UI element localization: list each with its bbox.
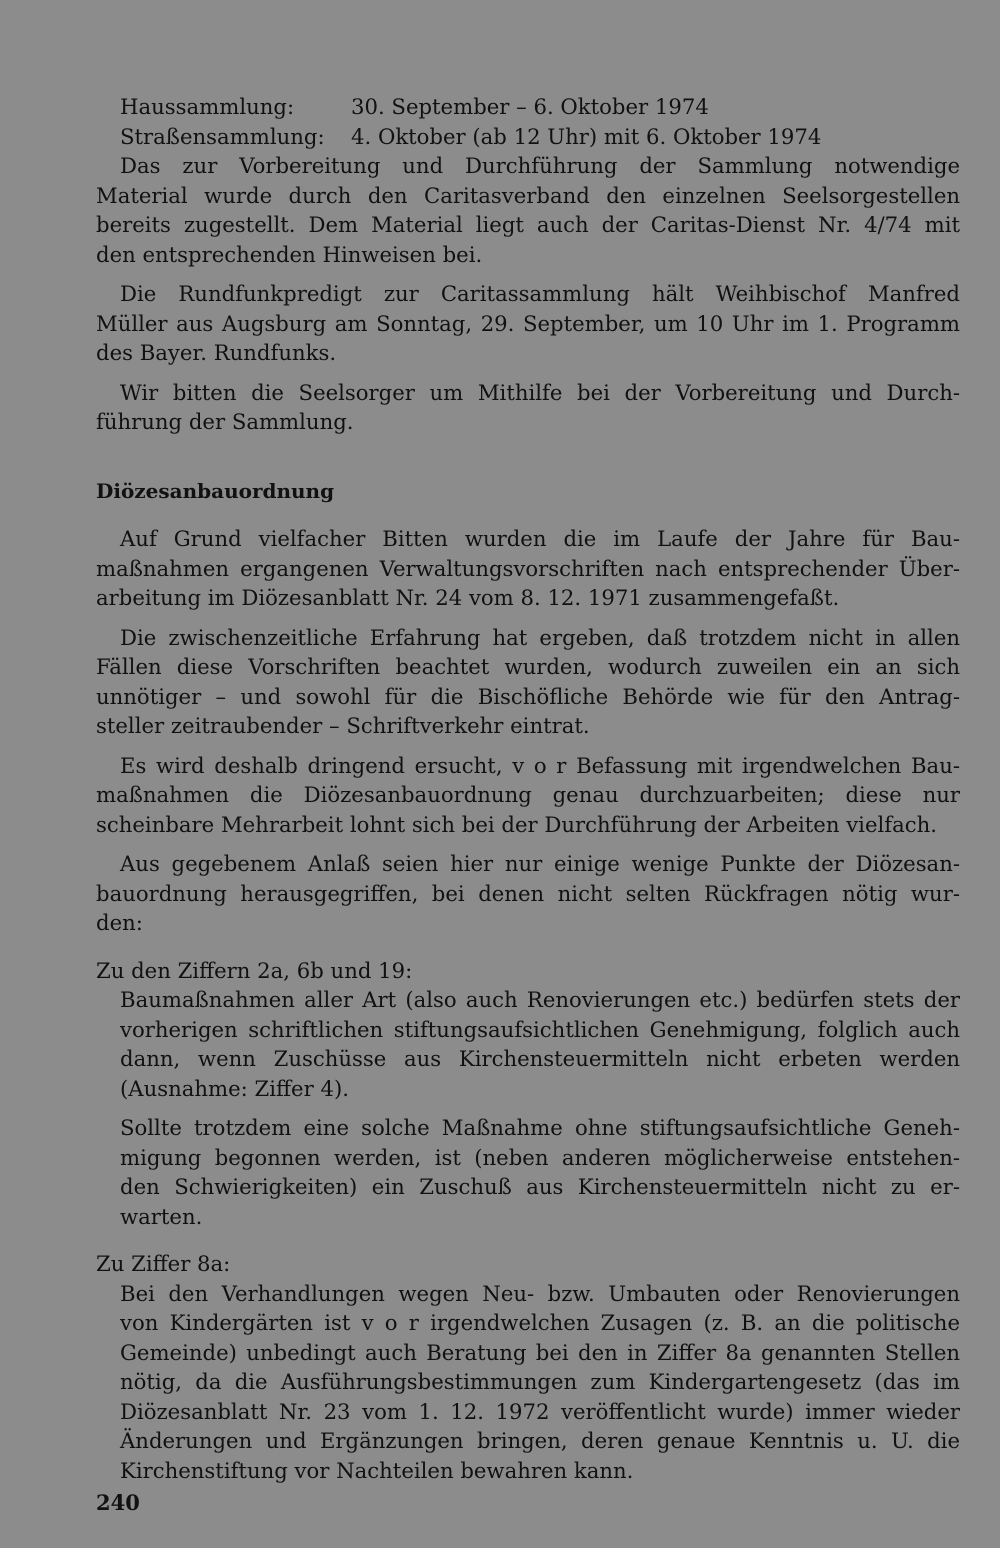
text-line: Müller aus Augsburg am Sonntag, 29. September, um 10 Uhr im 1. Programm	[96, 310, 960, 336]
text-line: vorherigen schriftlichen stiftungsaufsichtlichen Genehmigung, folglich auch	[120, 1016, 960, 1042]
text-line: Auf Grund vielfacher Bitten wurden die im Laufe der Jahre für Bau-	[120, 526, 960, 551]
text-line: Kirchenstiftung vor Nachteilen bewahren kann.	[120, 1457, 634, 1483]
paragraph	[96, 623, 960, 741]
text-line: Das zur Vorbereitung und Durchführung der Sammlung notwendige	[120, 153, 960, 178]
text-line: migung begonnen werden, ist (neben anderen möglicherweise entstehen-	[120, 1144, 960, 1170]
text-line: des Bayer. Rundfunks.	[96, 340, 337, 365]
text-line: den:	[96, 910, 143, 935]
text-line: von Kindergärten ist v o r irgendwelchen Zusagen (z. B. an die politische	[120, 1310, 960, 1335]
text-line: bauordnung herausgegriffen, bei denen nicht selten Rückfragen nötig wur-	[96, 880, 960, 906]
collection-label: Haussammlung:	[120, 94, 295, 119]
text-line: Diözesanblatt Nr. 23 vom 1. 12. 1972 veröffentlicht wurde) immer wieder	[120, 1398, 960, 1424]
text-line: Gemeinde) unbedingt auch Beratung bei den in Ziffer 8a genannten Stellen	[120, 1339, 960, 1365]
text-line: Sollte trotzdem eine solche Maßnahme ohne stiftungsaufsichtliche Geneh-	[120, 1115, 960, 1140]
text-line: den entsprechenden Hinweisen bei.	[96, 241, 483, 267]
text-line: Es wird deshalb dringend ersucht, v o r Befassung mit irgendwelchen Bau-	[120, 752, 960, 778]
text-line: maßnahmen ergangenen Verwaltungsvorschriften nach entsprechender Über-	[96, 555, 960, 581]
text-line: bereits zugestellt. Dem Material liegt auch der Caritas-Dienst Nr. 4/74 mit	[96, 212, 960, 237]
collection-value: 30. September – 6. Oktober 1974	[351, 94, 709, 119]
text-line: Änderungen und Ergänzungen bringen, deren genaue Kenntnis u. U. die	[120, 1428, 960, 1453]
text-line: den Schwierigkeiten) ein Zuschuß aus Kirchensteuermitteln nicht zu er-	[120, 1174, 960, 1199]
text-line: Bei den Verhandlungen wegen Neu- bzw. Umbauten oder Renovierungen	[120, 1280, 960, 1306]
text-line: Die zwischenzeitliche Erfahrung hat ergeben, daß trotzdem nicht in allen	[120, 624, 960, 650]
paragraph	[96, 1279, 960, 1486]
text-line: arbeitung im Diözesanblatt Nr. 24 vom 8. 12. 1971 zusammengefaßt.	[96, 585, 840, 610]
section-heading: Diözesanbauordnung	[96, 478, 335, 503]
text-line: maßnahmen die Diözesanbauordnung genau durchzuarbeiten; diese nur	[96, 782, 960, 807]
text-line: Material wurde durch den Caritasverband den einzelnen Seelsorgestellen	[96, 182, 960, 208]
paragraph	[96, 985, 960, 1103]
paragraph	[96, 524, 960, 613]
page-number: 240	[96, 1490, 140, 1515]
text-line: Die Rundfunkpredigt zur Caritassammlung hält Weihbischof Manfred	[120, 281, 960, 306]
paragraph	[96, 378, 960, 437]
collection-value: 4. Oktober (ab 12 Uhr) mit 6. Oktober 1974	[351, 123, 822, 149]
text-line: dann, wenn Zuschüsse aus Kirchensteuermitteln nicht erbeten werden	[120, 1046, 960, 1071]
text-line: Fällen diese Vorschriften beachtet wurden, wodurch zuweilen ein an sich	[96, 654, 960, 679]
collection-label: Straßensammlung:	[120, 123, 325, 149]
text-line: warten.	[120, 1203, 203, 1229]
subsection-heading: Zu den Ziffern 2a, 6b und 19:	[96, 957, 413, 983]
text-line: (Ausnahme: Ziffer 4).	[120, 1075, 349, 1101]
text-line: Aus gegebenem Anlaß seien hier nur einige wenige Punkte der Diözesan-	[120, 851, 960, 876]
text-line: führung der Sammlung.	[96, 409, 354, 434]
paragraph	[96, 279, 960, 368]
text-line: scheinbare Mehrarbeit lohnt sich bei der Durchführung der Arbeiten vielfach.	[96, 811, 937, 837]
text-line: Wir bitten die Seelsorger um Mithilfe bei der Vorbereitung und Durch-	[120, 379, 960, 405]
text-line: nötig, da die Ausführungsbestimmungen zum Kindergartengesetz (das im	[120, 1369, 960, 1394]
paragraph	[96, 849, 960, 938]
text-line: steller zeitraubender – Schriftverkehr eintrat.	[96, 713, 590, 738]
text-line: Baumaßnahmen aller Art (also auch Renovierungen etc.) bedürfen stets der	[120, 987, 960, 1012]
paragraph	[96, 1113, 960, 1231]
paragraph	[96, 151, 960, 269]
paragraph	[96, 751, 960, 840]
collection-row-house	[96, 92, 960, 122]
text-line: unnötiger – und sowohl für die Bischöfliche Behörde wie für den Antrag-	[96, 683, 960, 709]
subsection-heading: Zu Ziffer 8a:	[96, 1251, 231, 1276]
collection-row-street	[96, 122, 960, 152]
page-content	[96, 92, 960, 1485]
